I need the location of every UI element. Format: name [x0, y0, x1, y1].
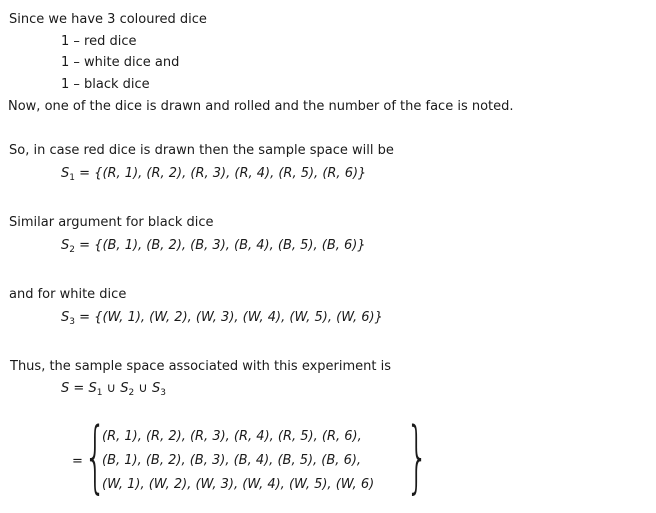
s1-ref: S [88, 381, 97, 396]
s1-elements: {(R, 1), (R, 2), (R, 3), (R, 4), (R, 5), (R, 6)} [94, 166, 367, 181]
open-brace: { [84, 412, 107, 502]
equals-sign: = [69, 381, 89, 396]
full-sample-space-set [84, 412, 429, 502]
s3-subscript: 3 [69, 317, 75, 327]
close-brace: } [406, 412, 429, 502]
procedure-text: Now, one of the dice is drawn and rolled and the number of the face is noted. [8, 99, 514, 114]
red-case-text: So, in case red dice is drawn then the sample space will be [9, 143, 394, 158]
s2-ref-subscript: 2 [128, 388, 135, 398]
s2-symbol: S [61, 238, 70, 253]
s1-ref-subscript: 1 [96, 388, 103, 398]
intro-item-red: 1 – red dice [61, 34, 137, 49]
set-row-black: (B, 1), (B, 2), (B, 3), (B, 4), (B, 5), (B, 6), [102, 453, 362, 468]
s2-ref: S [120, 381, 129, 396]
full-set-equals: = [72, 454, 83, 469]
s2-equation: $S_2 = \{(B$, 1), (B, 2), (B, 3), (B, 4), (B, 5), (B, 6)} [61, 238, 366, 255]
white-case-text: and for white dice [9, 287, 127, 302]
s-symbol: S [61, 381, 70, 396]
intro-item-white: 1 – white dice and [61, 55, 180, 70]
s3-ref: S [152, 381, 161, 396]
intro-text: Since we have 3 coloured dice [9, 12, 207, 27]
s3-symbol: S [61, 310, 70, 325]
s2-subscript: 2 [69, 245, 75, 255]
union-operator: ∪ [134, 381, 152, 396]
s3-elements: {(W, 1), (W, 2), (W, 3), (W, 4), (W, 5), (W, 6)} [94, 310, 383, 325]
s3-ref-subscript: 3 [160, 388, 166, 398]
union-equation [61, 381, 166, 401]
s1-subscript: 1 [69, 173, 75, 183]
s2-elements: {(B, 1), (B, 2), (B, 3), (B, 4), (B, 5), (B, 6)} [94, 238, 366, 253]
black-case-text: Similar argument for black dice [9, 215, 214, 230]
set-row-white: (W, 1), (W, 2), (W, 3), (W, 4), (W, 5), (W, 6) [102, 477, 375, 492]
union-text: Thus, the sample space associated with this experiment is [10, 359, 392, 374]
set-row-red: (R, 1), (R, 2), (R, 3), (R, 4), (R, 5), (R, 6), [102, 429, 362, 444]
s3-equation: $S_3 = \{(W$, 1), (W, 2), (W, 3), (W, 4), (W, 5), (W, 6)} [61, 310, 383, 327]
union-operator: ∪ [102, 381, 121, 396]
s1-symbol: S [61, 166, 70, 181]
intro-item-black: 1 – black dice [61, 77, 150, 92]
s1-equation: $S_1 = \{(R$, 1), (R, 2), (R, 3), (R, 4), (R, 5), (R, 6)} [61, 166, 367, 183]
